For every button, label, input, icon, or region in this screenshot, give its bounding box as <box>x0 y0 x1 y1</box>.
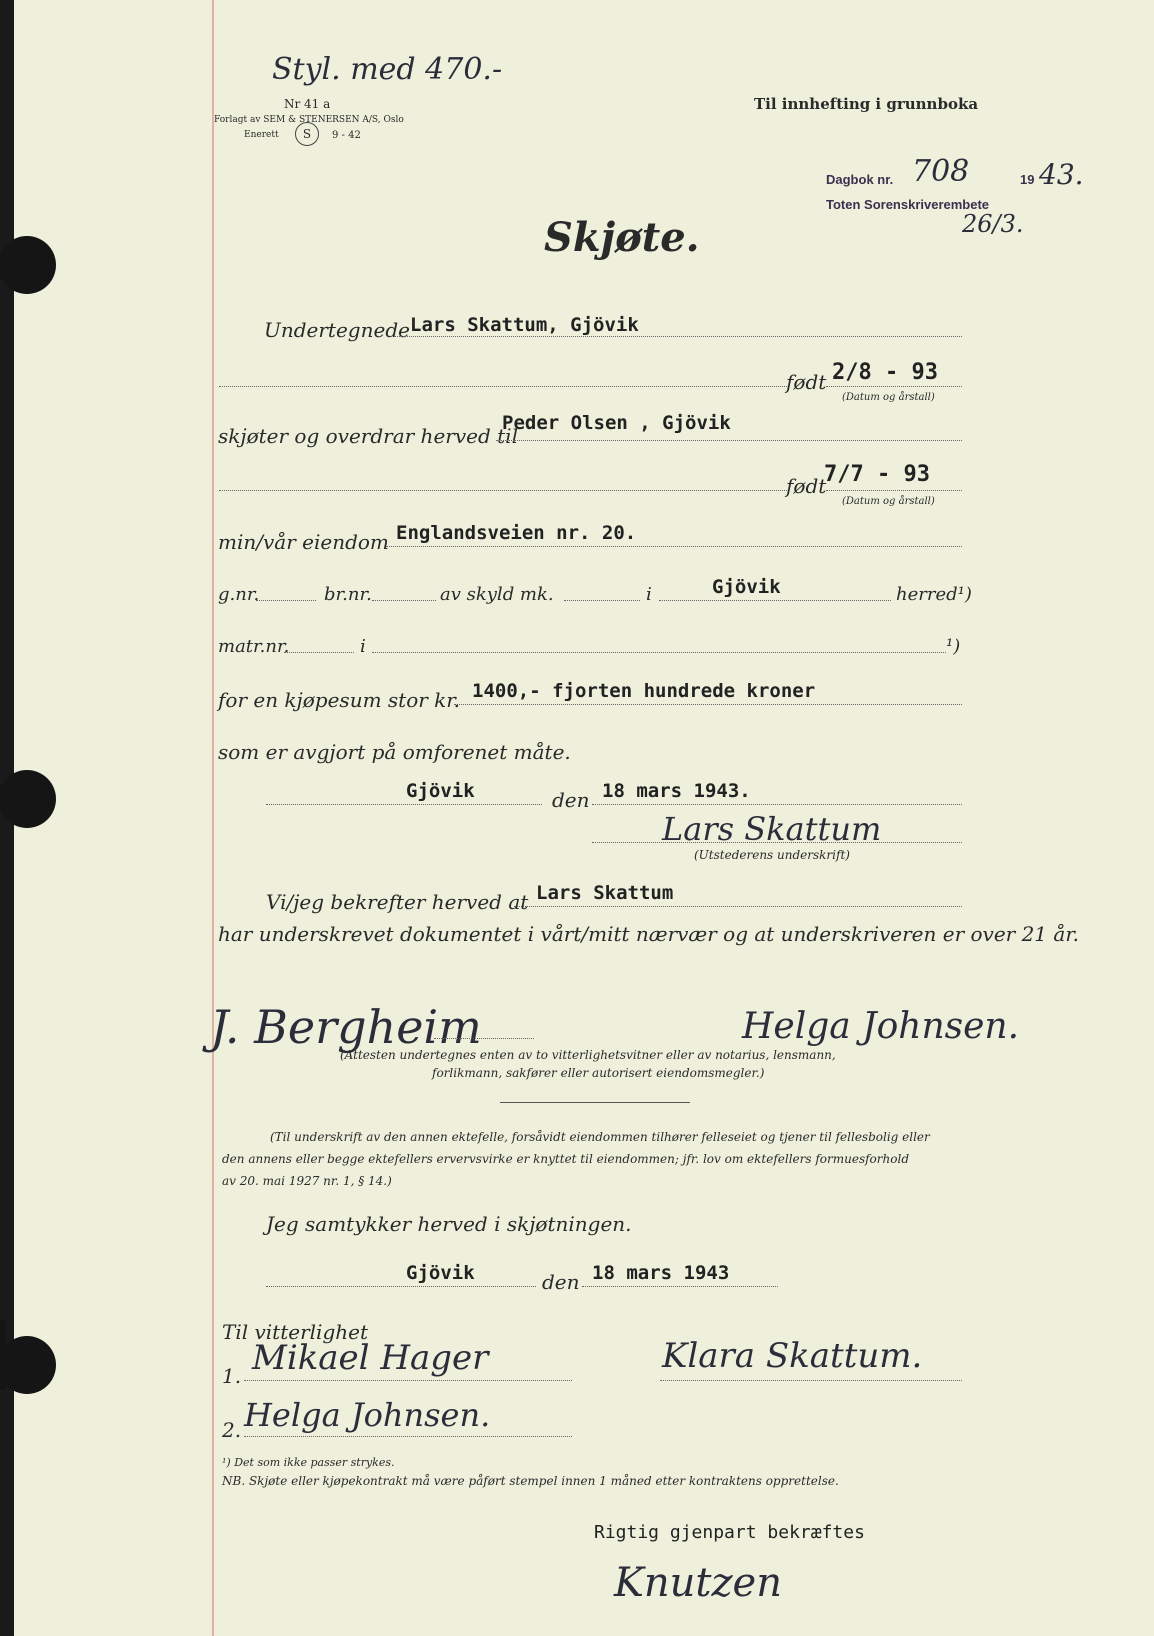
signature-label: (Utstederens underskrift) <box>694 848 850 862</box>
spouse-note-1: (Til underskrift av den annen ektefelle, forsåvidt eiendommen tilhører felleseiet og tjener til fellesbolig eller <box>270 1130 930 1144</box>
gnr-label: g.nr. <box>218 584 260 605</box>
dagbok-label: Dagbok nr. <box>826 172 894 187</box>
witness-2-signature: Helga Johnsen. <box>244 1396 491 1434</box>
publisher-line: Forlagt av SEM & STENERSEN A/S, Oslo <box>214 115 404 125</box>
certification-text: Rigtig gjenpart bekræftes <box>594 1522 865 1543</box>
brnr-label: br.nr. <box>324 584 372 605</box>
attestation-name: Lars Skattum <box>536 882 674 904</box>
certification-signature: Knutzen <box>614 1560 782 1606</box>
witness-signature-1: J. Bergheim <box>210 1000 482 1054</box>
spouse-signature: Klara Skattum. <box>662 1336 923 1376</box>
attestation-text: har underskrevet dokumentet i vårt/mitt nærvær og at underskriveren er over 21 år. <box>218 922 1080 946</box>
matr-label: matr.nr. <box>218 636 290 657</box>
handwritten-price-note: Styl. med 470.- <box>272 52 503 87</box>
skyld-label: av skyld mk. <box>440 584 554 605</box>
page-title: Skjøte. <box>544 214 700 261</box>
matr-end: ¹) <box>946 636 961 657</box>
buyer-born-label: født <box>786 474 827 498</box>
seller-signature: Lars Skattum <box>662 810 882 848</box>
punch-hole <box>0 770 56 828</box>
spouse-place: Gjövik <box>406 1262 475 1284</box>
seller-name: Lars Skattum, Gjövik <box>410 314 639 336</box>
punch-hole <box>0 1336 56 1394</box>
price-label: for en kjøpesum stor kr. <box>218 688 461 712</box>
footnote-1: ¹) Det som ikke passer strykes. <box>222 1456 395 1469</box>
spouse-note-2: den annens eller begge ektefellers ervervsvirke er knyttet til eiendommen; jfr. lov om ektefellers formuesforhold <box>222 1152 909 1166</box>
year-prefix: 19 <box>1020 172 1035 187</box>
spouse-den-label: den <box>542 1270 580 1294</box>
publisher-date: 9 - 42 <box>332 130 361 141</box>
spouse-consent: Jeg samtykker herved i skjøtningen. <box>266 1212 632 1236</box>
seller-label: Undertegnede <box>264 318 410 342</box>
spouse-note-3: av 20. mai 1927 nr. 1, § 14.) <box>222 1174 392 1188</box>
office-stamp: Toten Sorenskriverembete <box>826 197 990 212</box>
signing-den-label: den <box>552 788 590 812</box>
price-settled: som er avgjort på omforenet måte. <box>218 740 571 764</box>
witness-1-number: 1. <box>222 1364 242 1388</box>
stamp-date: 26/3. <box>962 210 1024 238</box>
matr-i-label: i <box>360 636 366 657</box>
seller-born-value: 2/8 - 93 <box>832 360 938 385</box>
witness-signature-2: Helga Johnsen. <box>742 1006 1020 1047</box>
signing-place: Gjövik <box>406 780 475 802</box>
buyer-date-hint: (Datum og årstall) <box>842 496 935 507</box>
seller-date-hint: (Datum og årstall) <box>842 392 935 403</box>
binding-note: Til innhefting i grunnboka <box>754 95 979 113</box>
price-value: 1400,- fjorten hundrede kroner <box>472 680 816 702</box>
attestation-note-1: (Attesten undertegnes enten av to vitterlighetsvitner eller av notarius, lensmann, <box>340 1048 836 1062</box>
dagbok-number: 708 <box>912 154 970 189</box>
document-page <box>14 0 1154 1636</box>
buyer-born-value: 7/7 - 93 <box>824 462 930 487</box>
attestation-label: Vi/jeg bekrefter herved at <box>266 890 529 914</box>
scan-edge <box>0 1320 6 1390</box>
herred-label: herred¹) <box>896 584 972 605</box>
punch-hole <box>0 236 56 294</box>
property-value: Englandsveien nr. 20. <box>396 522 637 544</box>
year-suffix: 43. <box>1039 158 1084 191</box>
buyer-name: Peder Olsen , Gjövik <box>502 412 731 434</box>
herred-value: Gjövik <box>712 576 781 598</box>
publisher-enerett: Enerett <box>244 130 279 140</box>
attestation-note-2: forlikmann, sakfører eller autorisert eiendomsmegler.) <box>432 1066 765 1080</box>
publisher-logo-icon: S <box>295 122 319 146</box>
witness-1-signature: Mikael Hager <box>252 1338 489 1378</box>
form-number: Nr 41 a <box>284 97 331 111</box>
signing-date: 18 mars 1943. <box>602 780 751 802</box>
herred-i-label: i <box>646 584 652 605</box>
spouse-date: 18 mars 1943 <box>592 1262 730 1284</box>
footnote-2: NB. Skjøte eller kjøpekontrakt må være påført stempel innen 1 måned etter kontraktens opprettelse. <box>222 1474 839 1488</box>
seller-born-label: født <box>786 370 827 394</box>
witness-2-number: 2. <box>222 1418 242 1442</box>
margin-line <box>212 0 214 1636</box>
property-label: min/vår eiendom <box>218 530 389 554</box>
buyer-label: skjøter og overdrar herved til <box>218 424 518 448</box>
witness-label: Til vitterlighet <box>222 1320 369 1344</box>
